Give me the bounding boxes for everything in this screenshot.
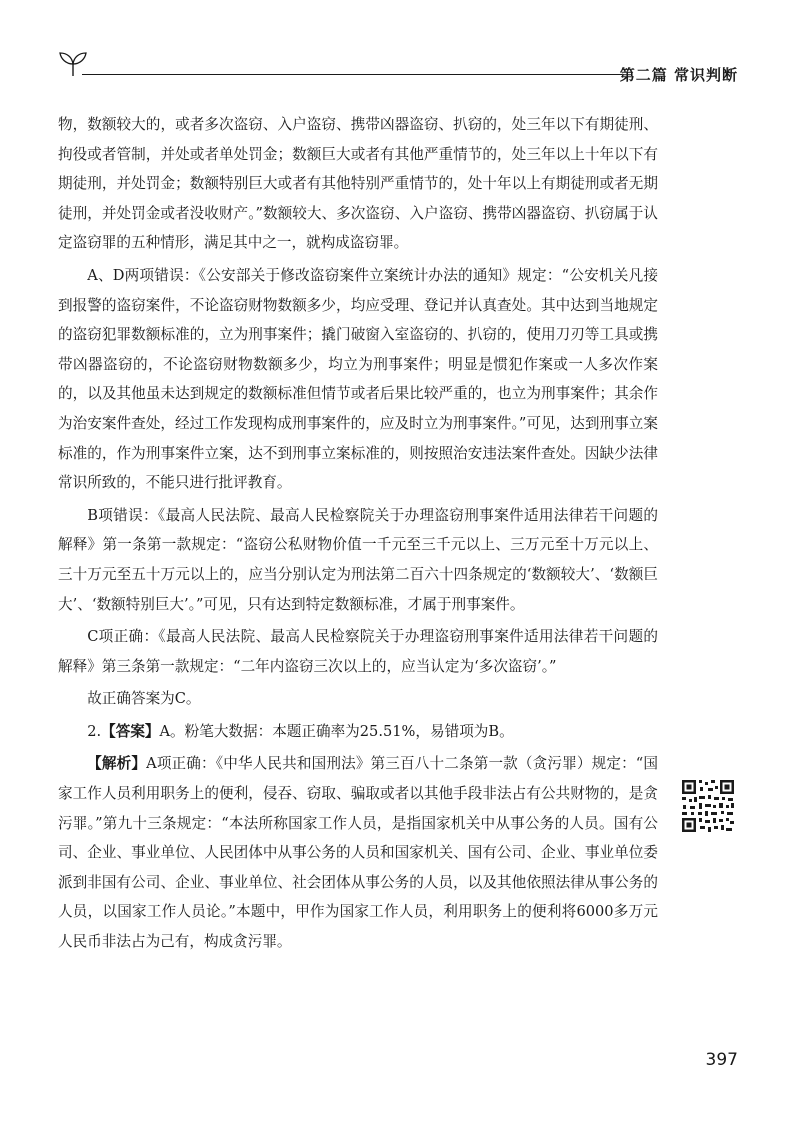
analysis-paragraph xyxy=(58,749,658,956)
page-number: 397 xyxy=(705,1050,738,1070)
analysis-text: A项正确：《中华人民共和国刑法》第三百八十二条第一款（贪污罪）规定：“国家工作人员利用职务上的便利，侵吞、窃取、骗取或者以其他手段非法占有公共财物的，是贪污罪。”第九十三条规定：“本法所称国家工作人员，是指国家机关中从事公务的人员。国有公司、企业、事业单位、人民团体中从事公务的人员和国家机关、国有公司、企业、事业单位委派到非国有公司、企业、事业单位、社会团体从事公务的人员，以及其他依照法律从事公务的人员，以国家工作人员论。”本题中，甲作为国家工作人员，利用职务上的便利将6000多万元人民币非法占为己有，构成贪污罪。 xyxy=(58,755,658,951)
answer-text: A。粉笔大数据：本题正确率为25.51%，易错项为B。 xyxy=(159,722,514,740)
page-header xyxy=(58,46,738,86)
paragraph: A、D两项错误：《公安部关于修改盗窃案件立案统计办法的通知》规定：“公安机关凡接到报警的盗窃案件，不论盗窃财物数额多少，均应受理、登记并认真查处。其中达到当地规定的盗窃犯罪数额标准的，立为刑事案件；撬门破窗入室盗窃的、扒窃的，使用刀刃等工具或携带凶器盗窃的，不论盗窃财物数额多少，均立为刑事案件；明显是惯犯作案或一人多次作案的，以及其他虽未达到规定的数额标准但情节或者后果比较严重的，也立为刑事案件；其余作为治安案件查处，经过工作发现构成刑事案件的，应及时立为刑事案件。”可见，达到刑事立案标准的，作为刑事案件立案，达不到刑事立案标准的，则按照治安违法案件查处。因缺少法律常识所致的，不能只进行批评教育。 xyxy=(58,266,658,492)
section-title: 第二篇 常识判断 xyxy=(619,66,738,84)
analysis-tag: 【解析】 xyxy=(87,755,147,773)
question-number: 2. xyxy=(87,722,102,740)
paragraph: B项错误：《最高人民法院、最高人民检察院关于办理盗窃刑事案件适用法律若干问题的解释》第一条第一款规定：“盗窃公私财物价值一千元至三千元以上、三万元至十万元以上、三十万元至五十万元以上的，应当分别认定为刑法第二百六十四条规定的‘数额较大’、‘数额巨大’、‘数额特别巨大’。”可见，只有达到特定数额标准，才属于刑事案件。 xyxy=(58,506,658,613)
qr-code-icon xyxy=(680,778,736,834)
paragraph: 故正确答案为C。 xyxy=(87,690,201,708)
answer-paragraph xyxy=(58,717,658,747)
page-body xyxy=(58,110,658,960)
header-rule xyxy=(82,74,622,75)
paragraph: 物，数额较大的，或者多次盗窃、入户盗窃、携带凶器盗窃、扒窃的，处三年以下有期徒刑、拘役或者管制，并处或者单处罚金；数额巨大或者有其他严重情节的，处三年以上十年以下有期徒刑，并处罚金；数额特别巨大或者有其他特别严重情节的，处十年以上有期徒刑或者无期徒刑，并处罚金或者没收财产。”数额较大、多次盗窃、入户盗窃、携带凶器盗窃、扒窃属于认定盗窃罪的五种情形，满足其中之一，就构成盗窃罪。 xyxy=(58,116,658,252)
paragraph: C项正确：《最高人民法院、最高人民检察院关于办理盗窃刑事案件适用法律若干问题的解释》第三条第一款规定：“二年内盗窃三次以上的，应当认定为‘多次盗窃’。” xyxy=(58,628,658,675)
answer-tag: 【答案】 xyxy=(101,722,160,740)
